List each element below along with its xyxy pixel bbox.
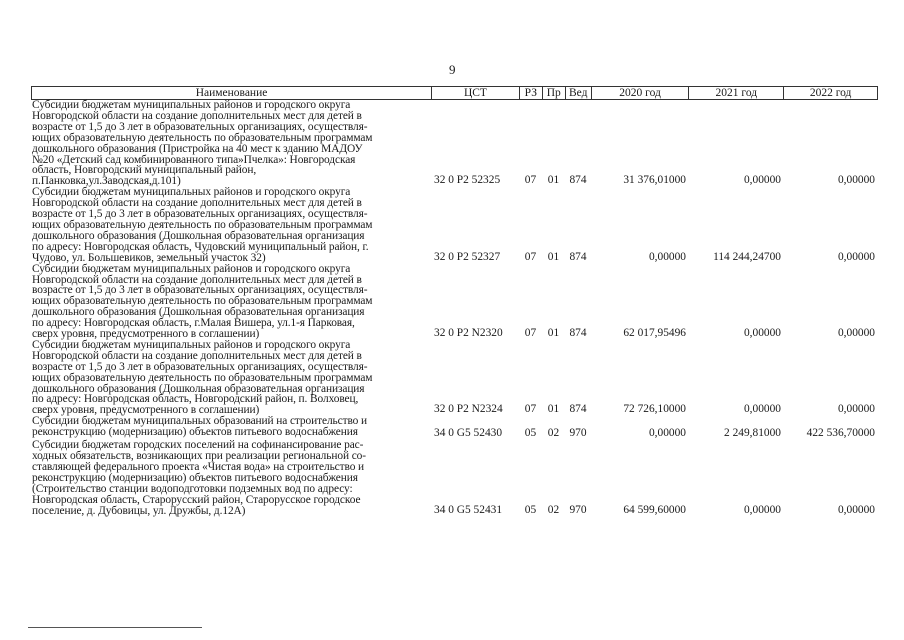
- row-2020-amount: 0,00000: [648, 427, 686, 440]
- row-2022-amount: 0,00000: [837, 403, 875, 416]
- header-2022: 2022 год: [783, 87, 877, 99]
- header-2021: 2021 год: [688, 87, 783, 99]
- row-rz: 05: [524, 427, 537, 440]
- header-ved: Вед: [565, 87, 591, 99]
- row-2020-amount: 72 726,10000: [623, 403, 686, 416]
- row-2020-amount: 0,00000: [648, 250, 686, 263]
- row-2020-amount: 31 376,01000: [623, 174, 686, 187]
- row-2022-amount: 0,00000: [837, 250, 875, 263]
- row-rz: 07: [524, 174, 537, 187]
- row-cst: 32 0 P2 N2320: [434, 327, 503, 340]
- row-2021-amount: 114 244,24700: [713, 250, 781, 263]
- table-row: [31, 264, 878, 340]
- row-2022-amount: 0,00000: [837, 503, 875, 516]
- row-2020-amount: 62 017,95496: [623, 327, 686, 340]
- row-name: Субсидии бюджетам муниципальных районов и городского округа Новгородской области на создание дополнительных мест для детей в возрасте от 1,5 до 3 лет в образовательных организациях, осуществля- ющих образовательную деятельность по образовательным программам дошкольного образования (Пристройка на 40 мест к зданию МАДОУ №20 «Детский сад комбинированного типа»Пчелка»: Новгородская область, Новгородский муниципальный район, п.Панковка,ул.Заводская,д.101): [32, 99, 373, 188]
- header-name: Наименование: [195, 87, 268, 99]
- row-cst: 34 0 G5 52430: [434, 427, 503, 440]
- row-ved: 970: [569, 427, 587, 440]
- row-ved: 874: [569, 327, 587, 340]
- row-cst: 32 0 P2 N2324: [434, 403, 503, 416]
- page-number: 9: [449, 62, 456, 77]
- header-cst: ЦСТ: [431, 87, 519, 99]
- row-pr: 02: [547, 427, 560, 440]
- row-2022-amount: 0,00000: [837, 174, 875, 187]
- row-pr: 01: [547, 327, 560, 340]
- table-row: [31, 100, 878, 187]
- row-cst: 32 0 P2 52325: [434, 174, 501, 187]
- row-rz: 05: [524, 503, 537, 516]
- row-2021-amount: 2 249,81000: [724, 427, 781, 440]
- footer-divider: [28, 627, 202, 628]
- row-pr: 01: [547, 174, 560, 187]
- row-name: Субсидии бюджетам городских поселений на софинансирование рас- ходных обязательств, возникающих при реализации региональной со- ставляющей федерального проекта «Чистая вода» на строительство и реконструкцию (модернизацию) объектов питьевого водоснабжения (Строительство станции водоподготовки подземных вод по адресу: Новгородская область, Старорусский район, Старорусское городское поселение, д. Дубовицы, ул. Дружбы, д.12А): [32, 439, 366, 517]
- row-name: Субсидии бюджетам муниципальных районов и городского округа Новгородской области на создание дополнительных мест для детей в возрасте от 1,5 до 3 лет в образовательных организациях, осуществля- ющих образовательную деятельность по образовательным программам дошкольного образования (Дошкольная образовательная организация по адресу: Новгородская область, Новгородский район, п. Волховец, сверх уровня, предусмотренного в соглашении): [32, 338, 373, 417]
- row-name: Субсидии бюджетам муниципальных районов и городского округа Новгородской области на создание дополнительных мест для детей в возрасте от 1,5 до 3 лет в образовательных организациях, осуществля- ющих образовательную деятельность по образовательным программам дошкольного образования (Дошкольная образовательная организация по адресу: Новгородская область, Чудовский муниципальный район, г. Чудово, ул. Большевиков, земельный участок 32): [32, 186, 373, 264]
- table-row: [31, 187, 878, 263]
- row-2021-amount: 0,00000: [743, 503, 781, 516]
- row-rz: 07: [524, 327, 537, 340]
- row-2021-amount: 0,00000: [743, 174, 781, 187]
- row-2020-amount: 64 599,60000: [623, 503, 686, 516]
- row-cst: 34 0 G5 52431: [434, 503, 503, 516]
- table-header: [31, 86, 878, 100]
- row-ved: 970: [569, 503, 587, 516]
- header-pr: Пр: [542, 87, 565, 99]
- row-2022-amount: 422 536,70000: [806, 427, 875, 440]
- row-rz: 07: [524, 403, 537, 416]
- header-2020: 2020 год: [591, 87, 689, 99]
- row-cst: 32 0 P2 52327: [434, 250, 501, 263]
- row-pr: 02: [547, 503, 560, 516]
- row-name: Субсидии бюджетам муниципальных районов и городского округа Новгородской области на создание дополнительных мест для детей в возрасте от 1,5 до 3 лет в образовательных организациях, осуществля- ющих образовательную деятельность по образовательным программам дошкольного образования (Дошкольная образовательная организация по адресу: Новгородская область, г.Малая Вишера, ул.1-я Парковая, сверх уровня, предусмотренного в соглашении): [32, 262, 373, 341]
- table-row: [31, 416, 878, 440]
- row-pr: 01: [547, 250, 560, 263]
- table-row: [31, 340, 878, 416]
- row-pr: 01: [547, 403, 560, 416]
- row-2022-amount: 0,00000: [837, 327, 875, 340]
- row-2021-amount: 0,00000: [743, 403, 781, 416]
- row-rz: 07: [524, 250, 537, 263]
- header-rz: РЗ: [519, 87, 542, 99]
- budget-table: [31, 86, 878, 517]
- row-ved: 874: [569, 250, 587, 263]
- row-ved: 874: [569, 174, 587, 187]
- row-2021-amount: 0,00000: [743, 327, 781, 340]
- row-name: Субсидии бюджетам муниципальных образований на строительство и реконструкцию (модернизацию) объектов питьевого водоснабжения: [32, 415, 368, 439]
- table-row: [31, 440, 878, 516]
- table-body: [31, 100, 878, 517]
- row-ved: 874: [569, 403, 587, 416]
